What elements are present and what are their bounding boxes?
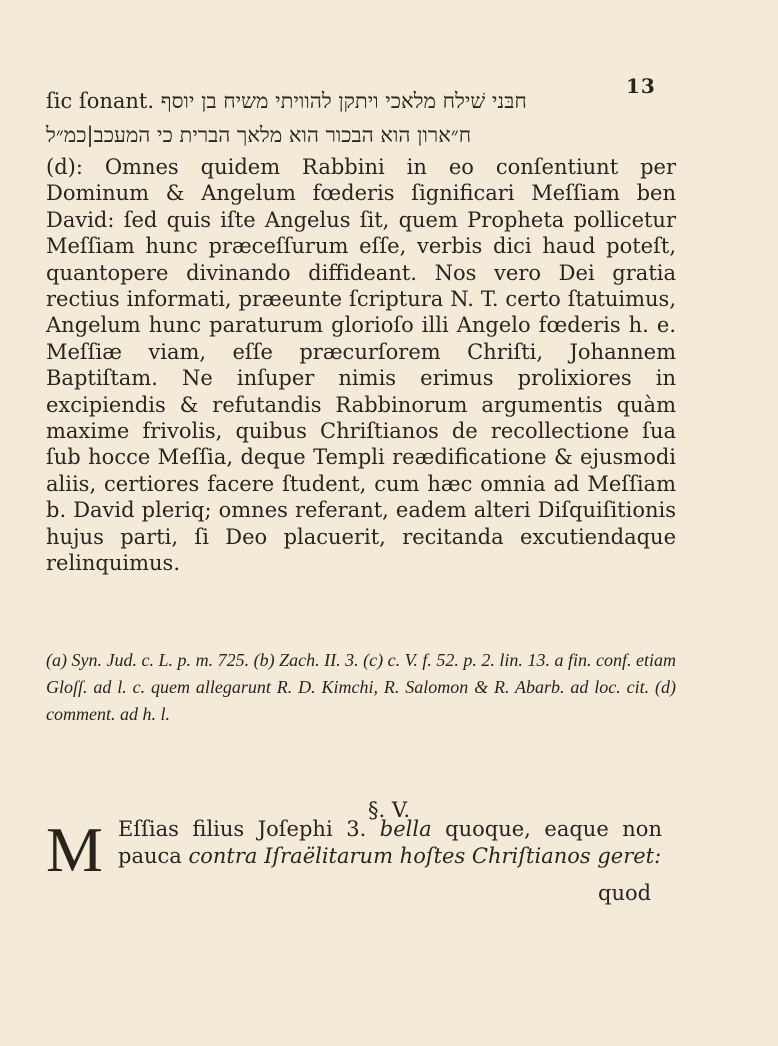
section-heading: §. V. (367, 798, 411, 822)
catchword: quod (598, 881, 652, 905)
footnotes: (a) Syn. Jud. c. L. p. m. 725. (b) Zach. II. 3. (c) c. V. f. 52. p. 2. lin. 13. a fin. conf. etiam Gloſſ. ad l. c. quem allegarunt R. D. Kimchi, R. Salomon & R. Abarb. ad loc. cit. (d) comment. ad h. l. (46, 650, 676, 724)
section-text-mid: quoque, eaque non pauca (118, 817, 662, 868)
latin-lead-in: ſic ſonant. (46, 89, 155, 113)
hebrew-text: ח״ארון הוא הבכור הוא מלאך הברית כי המעכב|כמ״ל (46, 123, 472, 147)
main-paragraph: (d): Omnes quidem Rabbini in eo conſentiunt per Dominum & Angelum fœderis ſignificari Meſſiam ben David: ſed quis iſte Angelus ſit, quem Propheta pollicetur Meſſiam hunc præceſſurum eſſe, verbis dici haud poteſt, quantopere divinando diffidеant. Nos vero Dei gratia rectius informati, præeunte ſcriptura N. T. certo ſtatuimus, Angelum hunc paraturum glorioſo illi Angelo fœderis h. e. Meſſiæ viam, eſſe præcurſorem Chriſti, Johannem Baptiſtam. Ne inſuper nimis erimus prolixiores in excipiendis & refutandis Rabbinorum argumentis quàm maxime frivolis, quibus Chriſtianos de recollectione ſua ſub hocce Meſſia, deque Templi reædificatione & ejusmodi aliis, certiores facere ſtudent, cum hæc omnia ad Meſſiam b. David pleriq; omnes referant, eadem alteri Diſquiſitionis hujus parti, ſi Deo placuerit, recitanda excutiendaque relinquimus. (46, 155, 676, 576)
section-text-start: Eſſias filius Joſephi 3. (118, 817, 367, 841)
drop-cap-initial: M (46, 814, 103, 885)
page-number: 13 (626, 74, 656, 98)
section-italic-word: bella (379, 817, 432, 841)
hebrew-quote-line-2 (46, 123, 676, 147)
section-paragraph (118, 816, 662, 870)
hebrew-text: חבּני שׁילח מלאכי ויתקן להוויתי משיח בן יוסף (160, 89, 527, 113)
hebrew-quote-line-1 (46, 89, 676, 113)
section-italic-phrase: contra Iſraëlitarum hoſtes Chriſtianos geret: (188, 844, 662, 868)
